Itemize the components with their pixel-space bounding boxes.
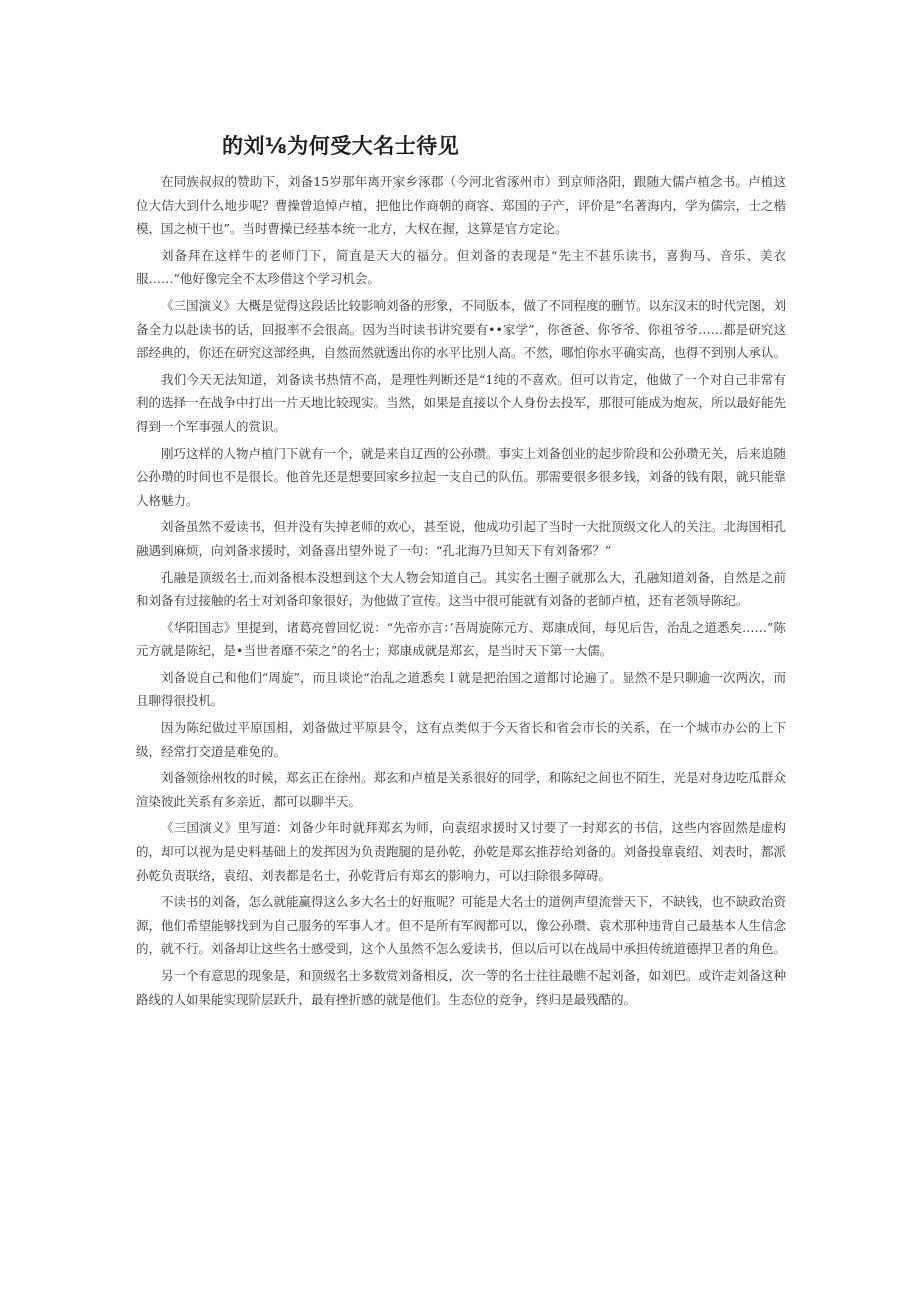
- paragraph: 另一个有意思的现象是，和顶级名士多数赏刘备相反，次一等的名士往往最瞧不起刘备，如刘巴。或许走刘备这种路线的人如果能实现阶层跃升，最有挫折感的就是他们。生态位的竞争，终归是最残酷的。: [136, 968, 787, 1007]
- paragraph: 《华阳国志》里提到，诸葛亮曾回忆说：“先帝亦言：’吾周旋陈元方、郑康成间，每见后告，治乱之道悉矣……”陈元方就是陈纪，是•当世者靡不荣之”的名士；郑康成就是郑玄，是当时天下第一大儒。: [136, 619, 786, 659]
- article-body: [136, 170, 786, 1014]
- paragraph: 不读书的刘备，怎么就能赢得这么多大名士的好瓶呢？可能是大名士的道例声望流誉天下，不缺钱，也不缺政治资源，他们希望能够找到为自己服务的军事人才。但不是所有军阀都可以，像公孙瓒、袁术那种违背自己最基本人生信念的，就不行。刘备却让这些名士感受到，这个人虽然不怎么爱读书，但以后可以在战局中承担传统道德捍卫者的角色。: [136, 894, 787, 957]
- paragraph: 刘备拜在这样牛的老师门下，简直是天大的福分。但刘备的表现是“先主不甚乐读书，喜狗马、音乐、美衣服……”他好像完全不太珍借这个学习机会。: [136, 247, 786, 287]
- paragraph: 刚巧这样的人物卢植门下就有一个，就是来自辽西的公孙瓒。事实上刘备创业的起步阶段和公孙瓒无关，后来追随公孙瓒的时间也不是很长。他首先还是想要回家乡拉起一支自己的队伍。那需要很多很多钱，刘备的钱有限，就只能靠人格魅力。: [136, 445, 787, 508]
- paragraph: 《三国演义》里写道：刘备少年时就拜郑玄为师，向袁绍求援时又讨要了一封郑玄的书信，这些内容固然是虚构的，却可以视为是史料基础上的发挥因为负责跑腿的是孙乾，孙乾是郑玄推荐给刘备的。刘备投靠袁绍、刘表时，都派孙乾负责联络，袁绍、刘表都是名士，孙乾背后有郑玄的影响力，可以扫除很多障碍。: [136, 820, 787, 883]
- paragraph: 刘备虽然不爱读书，但并没有失掉老师的欢心，甚至说，他成功引起了当时一大批顶级文化人的关注。北海国相孔融遇到麻烦，向刘备求援时，刘备喜出望外说了一句：“孔北海乃旦知天下有刘备邪？”: [136, 519, 787, 558]
- paragraph: 刘备领徐州牧的时候，郑玄正在徐州。郑玄和卢植是关系很好的同学，和陈纪之间也不陌生，光是对身边吃瓜群众渲染彼此关系有多亲近，都可以聊半天。: [136, 770, 787, 809]
- paragraph: 在同族叔叔的赞助下，刘备15岁那年离开家乡涿郡（今河北省涿州市）到京师洛阳，跟随大儒卢植念书。卢植这位大佶大到什么地步呢？曹操曾追悼卢植，把他比作商朝的商容、郑国的子产，评价是”名著海内，学为儒宗，士之楷模，国之桢干也”。当时曹操已经基本统一北方，大权在握，这算是官方定论。: [136, 174, 786, 237]
- paragraph: 《三国演义》大概是觉得这段话比较影响刘备的形象，不同版本，做了不同程度的删节。以东汉末的时代完图，刘备全力以赴读书的话，回报率不会很高。因为当时读书讲究要有••家学”，你爸爸、你爷爷、你祖爷爷……都是研究这部经典的，你还在研究这部经典，自然而然就透出你的水平比别人高。不然，哪怕你水平确实高，也得不到别人承认。: [136, 297, 787, 361]
- paragraph: 因为陈纪做过平原国相，刘备做过平原县令，这有点类似于今天省长和省会市长的关系，在一个城市办公的上下级，经常打交道是难免的。: [136, 720, 786, 759]
- paragraph: 孔融是顶级名士,而刘备根本没想到这个大人物会知道自己。其实名士圈子就那么大，孔融知道刘备，自然是之前和刘备有过接触的名士对刘备印象很好，为他做了宣传。这当中很可能就有刘备的老師卢植，还有老领导陈纪。: [136, 569, 786, 609]
- page-title: 的刘⅛为何受大名士待见: [222, 134, 460, 158]
- paragraph: 刘备说自己和他们“周旋”，而且谈论“治乱之道悉矣Ｉ就是把治国之道都讨论遍了。显然不是只聊逾一次两次，而且聊得很投机。: [136, 669, 786, 709]
- paragraph: 我们今天无法知道，刘备读书热情不高，是理性判断还是“1纯的不喜欢。但可以肯定，他做了一个对自己非常有利的选择一在战争中打出一片天地比较现实。当然，如果是直接以个人身份去投军，那很可能成为炮灰，所以最好能先得到一个军事强人的赏识。: [136, 371, 787, 434]
